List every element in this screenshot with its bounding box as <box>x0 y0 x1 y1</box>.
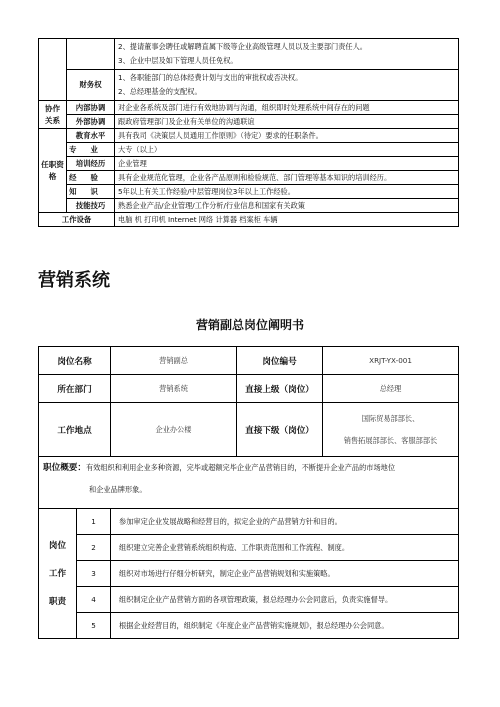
overview-text: 有效组织和利用企业多种资源，完毕或超额完毕企业产品营销目的，不断提升企业产品的市场地位 <box>85 463 396 472</box>
duty-number: 1 <box>77 509 111 535</box>
duty-number: 3 <box>77 561 111 587</box>
qualification-section-label: 任职资 格 <box>39 129 67 213</box>
duty-number: 5 <box>77 613 111 639</box>
equipment-label: 工作设备 <box>39 213 115 227</box>
authority-line: 2、提请董事会聘任或解聘直属下级等企业高级管理人员以及主要部门责任人。 <box>118 42 367 51</box>
equipment-text: 电脑 机 打印机 Internet 网络 计算器 档案柜 车辆 <box>115 213 459 227</box>
superior-value: 总经理 <box>323 375 459 403</box>
blank-label-cell <box>67 39 115 70</box>
external-coordination-label: 外部协调 <box>67 115 115 129</box>
experience-label: 经验 <box>67 171 115 185</box>
duty-number: 4 <box>77 587 111 613</box>
internal-coordination-text: 对企业各系统及部门进行有效地协调与沟通，组织即时处理系统中间存在的问题 <box>115 101 459 115</box>
training-label: 培训经历 <box>67 157 115 171</box>
duty-text: 参加审定企业发展战略和经营目的，拟定企业的产品营销方针和目的。 <box>111 509 459 535</box>
job-description-table <box>38 346 459 639</box>
authority-line: 3、企业中层及如下管理人员任免权。 <box>118 56 238 65</box>
post-name-label: 岗位名称 <box>39 347 111 375</box>
duties-section-label: 岗位 工作 职责 <box>39 509 77 639</box>
overview-text-cont: 和企业品牌形象。 <box>89 485 147 494</box>
coordination-section-label: 协作 关系 <box>39 101 67 129</box>
external-coordination-text: 跟政府管理部门及企业有关单位的沟通联谊 <box>115 115 459 129</box>
location-label: 工作地点 <box>39 403 111 457</box>
knowledge-text: 5年以上有关工作经验/中层管理岗位3年以上工作经验。 <box>115 185 459 199</box>
subordinate-label: 直接下级（岗位） <box>237 403 323 457</box>
post-name-value: 营销副总 <box>111 347 237 375</box>
internal-coordination-label: 内部协调 <box>67 101 115 115</box>
duty-text: 组织对市场进行仔细分析研究，制定企业产品营销规划和实施策略。 <box>111 561 459 587</box>
duty-text: 组织制定企业产品营销方面的各项管理政策，报总经理办公会同意后，负责实施督导。 <box>111 587 459 613</box>
finance-line: 1、各职能部门的总体经费计划与支出的审批权或否决权。 <box>118 73 303 82</box>
finance-line: 2、总经理基金的支配权。 <box>118 87 202 96</box>
duty-text: 组织建立完善企业营销系统组织构造、工作职责范围和工作流程、制度。 <box>111 535 459 561</box>
department-value: 营销系统 <box>111 375 237 403</box>
superior-label: 直接上级（岗位） <box>237 375 323 403</box>
position-overview <box>39 457 459 509</box>
education-label: 教育水平 <box>67 129 115 143</box>
major-label: 专业 <box>67 143 115 157</box>
blank-cell <box>39 39 67 101</box>
location-value: 企业办公楼 <box>111 403 237 457</box>
responsibility-table-continued <box>38 38 459 227</box>
skills-text: 熟悉企业产品/企业管理/工作分析/行业信息和国家有关政策 <box>115 199 459 213</box>
duty-number: 2 <box>77 535 111 561</box>
overview-label: 职位概要： <box>43 463 86 473</box>
finance-authority-label: 财务权 <box>67 70 115 101</box>
department-label: 所在部门 <box>39 375 111 403</box>
knowledge-label: 知识 <box>67 185 115 199</box>
post-number-value: XRJT-YX-001 <box>323 347 459 375</box>
experience-text: 具有企业规范化管理，企业各产品原则和检验规范、部门管理等基本知识的培训经历。 <box>115 171 459 185</box>
finance-authority-lines <box>115 70 459 101</box>
subordinate-line: 国际贸易部部长、 <box>361 413 420 423</box>
subordinate-value <box>323 403 459 457</box>
skills-label: 技能技巧 <box>67 199 115 213</box>
section-title: 营销系统 <box>38 270 110 291</box>
training-text: 企业管理 <box>115 157 459 171</box>
education-text: 具有我司《决策层人员通用工作原则》（待定）要求的任职条件。 <box>115 129 459 143</box>
authority-lines <box>115 39 459 70</box>
post-number-label: 岗位编号 <box>237 347 323 375</box>
major-text: 大专（以上） <box>115 143 459 157</box>
document-title: 营销副总岗位阐明书 <box>195 318 304 332</box>
subordinate-line: 销售拓展部部长、客服部部长 <box>343 435 438 445</box>
duty-text: 根据企业经营目的，组织制定《年度企业产品营销实施规划》，报总经理办公会同意。 <box>111 613 459 639</box>
